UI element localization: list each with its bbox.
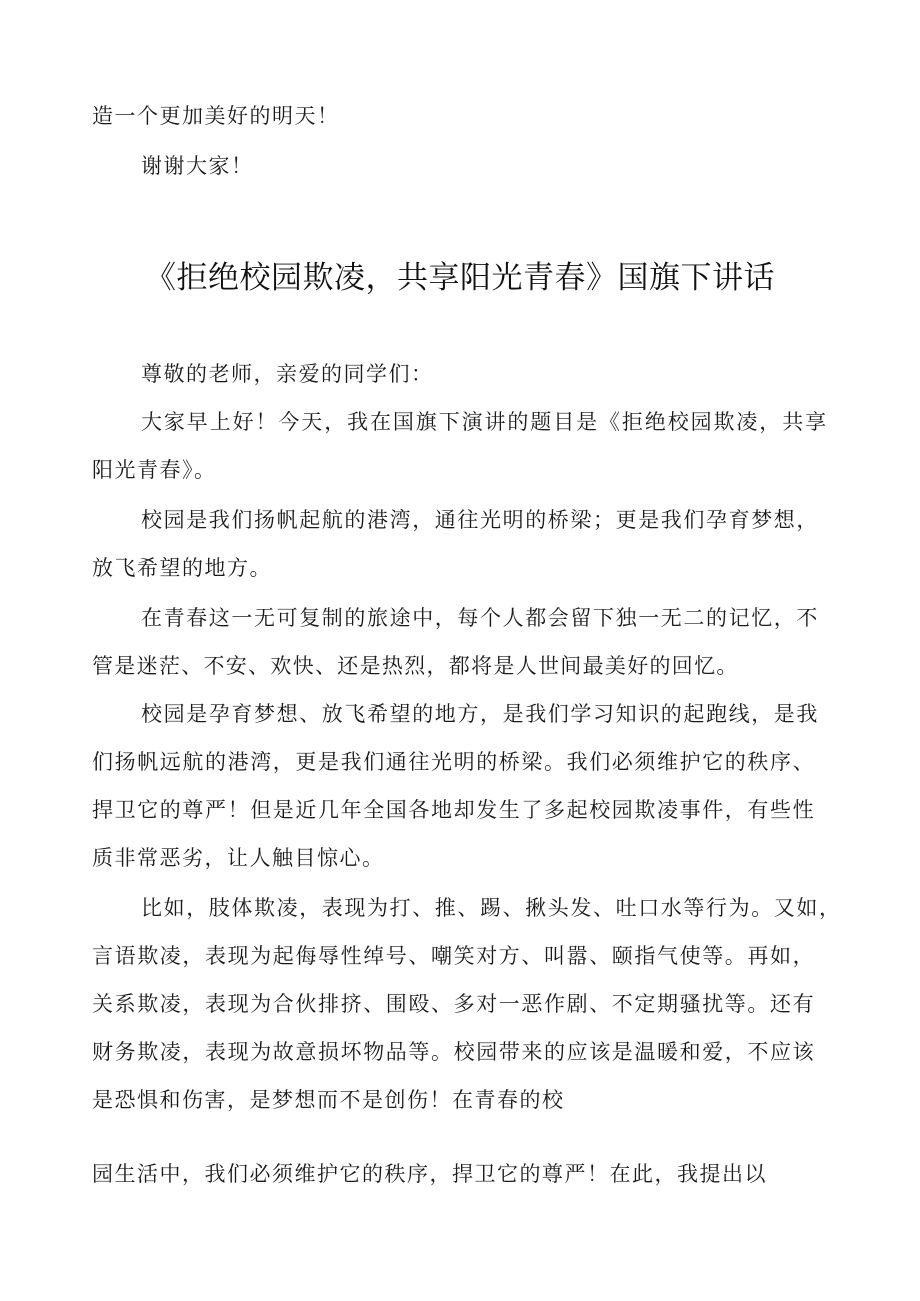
paragraph-line: 管是迷茫、不安、欢快、还是热烈，都将是人世间最美好的回忆。 bbox=[92, 654, 739, 678]
paragraph-line: 放飞希望的地方。 bbox=[92, 556, 272, 580]
paragraph-line: 造一个更加美好的明天！ bbox=[92, 104, 340, 128]
paragraph-line: 阳光青春》。 bbox=[92, 458, 217, 482]
paragraph-line: 捍卫它的尊严！但是近几年全国各地却发生了多起校园欺凌事件，有些性 bbox=[92, 798, 816, 822]
greeting-line: 尊敬的老师，亲爱的同学们： bbox=[141, 362, 434, 386]
paragraph-line: 关系欺凌，表现为合伙排挤、围殴、多对一恶作剧、不定期骚扰等。还有 bbox=[92, 992, 816, 1016]
page-title: 《拒绝校园欺凌，共享阳光青春》国旗下讲话 bbox=[145, 260, 775, 296]
paragraph-line: 是恐惧和伤害，是梦想而不是创伤！在青春的校 bbox=[92, 1088, 565, 1112]
paragraph-line: 比如，肢体欺凌，表现为打、推、踢、揪头发、吐口水等行为。又如， bbox=[141, 896, 842, 920]
paragraph-line: 校园是我们扬帆起航的港湾，通往光明的桥梁；更是我们孕育梦想， bbox=[141, 508, 819, 532]
paragraph-line: 园生活中，我们必须维护它的秩序，捍卫它的尊严！在此，我提出以 bbox=[92, 1162, 767, 1186]
paragraph-line: 在青春这一无可复制的旅途中，每个人都会留下独一无二的记忆，不 bbox=[141, 606, 819, 630]
paragraph-line: 校园是孕育梦想、放飞希望的地方，是我们学习知识的起跑线，是我 bbox=[141, 702, 819, 726]
paragraph-line: 财务欺凌，表现为故意损坏物品等。校园带来的应该是温暖和爱，不应该 bbox=[92, 1040, 816, 1064]
paragraph-line: 谢谢大家！ bbox=[141, 154, 254, 178]
paragraph-line: 们扬帆远航的港湾，更是我们通往光明的桥梁。我们必须维护它的秩序、 bbox=[92, 750, 816, 774]
paragraph-line: 质非常恶劣，让人触目惊心。 bbox=[92, 846, 385, 870]
paragraph-line: 大家早上好！今天，我在国旗下演讲的题目是《拒绝校园欺凌，共享 bbox=[141, 410, 828, 434]
paragraph-line: 言语欺凌，表现为起侮辱性绰号、嘲笑对方、叫嚣、颐指气使等。再如， bbox=[92, 944, 816, 968]
